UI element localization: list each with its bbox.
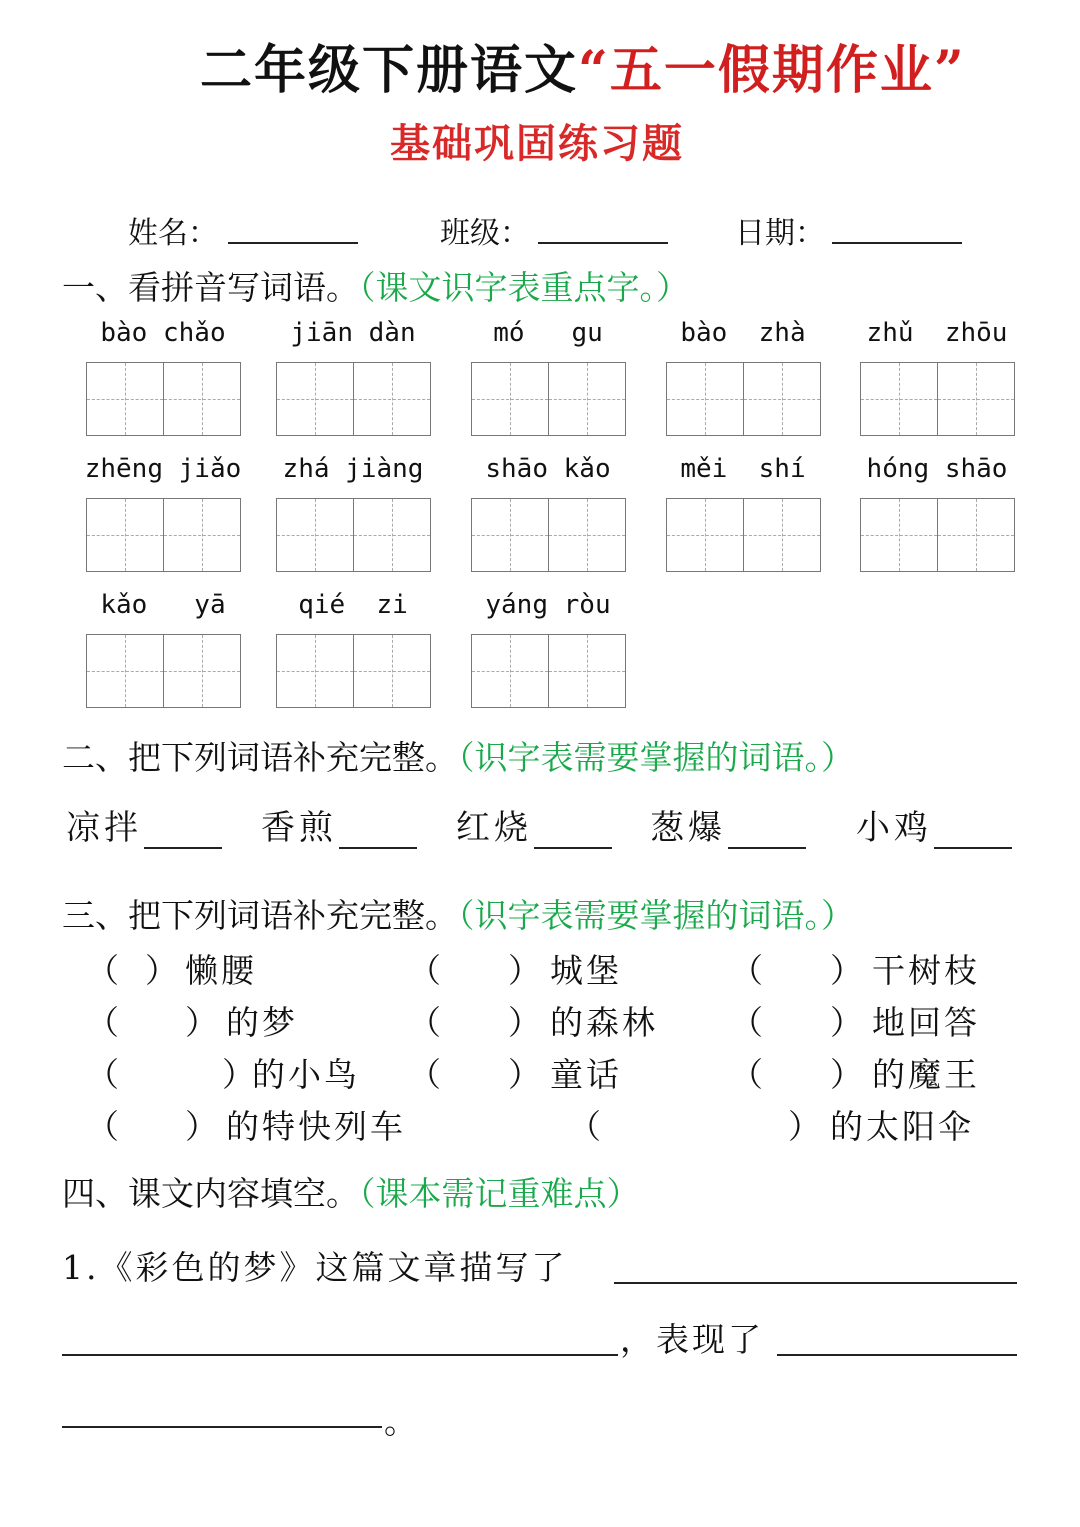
phrase-text: 城堡 xyxy=(550,951,622,990)
close-bracket: ） xyxy=(185,1003,221,1042)
bracket-blank[interactable] xyxy=(764,949,830,989)
grid-cell[interactable] xyxy=(549,635,626,707)
guide-line xyxy=(87,399,163,400)
close-bracket: ） xyxy=(508,1003,544,1042)
guide-line xyxy=(861,535,937,536)
pinyin-label: qié zi xyxy=(298,590,408,620)
bracket-blank[interactable] xyxy=(120,1001,185,1041)
pinyin-label: kǎo yā xyxy=(100,590,226,620)
writing-grid[interactable] xyxy=(471,362,626,436)
question-1-end: 。 xyxy=(384,1402,420,1441)
page-title xyxy=(200,28,966,103)
grid-cell[interactable] xyxy=(277,499,354,571)
grid-cell[interactable] xyxy=(87,499,164,571)
guide-line xyxy=(87,671,163,672)
grid-cell[interactable] xyxy=(667,363,744,435)
open-bracket: （ xyxy=(730,951,766,990)
grid-cell[interactable] xyxy=(87,363,164,435)
bracket-blank[interactable] xyxy=(120,1053,222,1093)
word-text: 葱爆 xyxy=(650,808,726,848)
close-bracket: ） xyxy=(508,1055,544,1094)
grid-cell[interactable] xyxy=(164,363,241,435)
writing-grid[interactable] xyxy=(471,498,626,572)
writing-grid[interactable] xyxy=(471,634,626,708)
pinyin-label: mó gu xyxy=(493,318,603,348)
writing-grid[interactable] xyxy=(276,498,431,572)
writing-grid[interactable] xyxy=(860,498,1015,572)
guide-line xyxy=(667,535,743,536)
phrase-text: 的太阳伞 xyxy=(830,1107,974,1146)
name-field[interactable] xyxy=(228,242,358,244)
section3-title: 三、把下列词语补充完整。 xyxy=(62,896,458,935)
title-highlight: “五一假期作业” xyxy=(578,40,966,101)
close-bracket: ） xyxy=(788,1107,824,1146)
bracket-blank[interactable] xyxy=(764,1053,830,1093)
pinyin-label: zhēng jiǎo xyxy=(84,454,242,484)
pinyin-label: měi shí xyxy=(680,454,806,484)
fill-word xyxy=(456,800,612,849)
phrase-text: 的梦 xyxy=(226,1003,298,1042)
grid-cell[interactable] xyxy=(472,499,549,571)
blank-line[interactable] xyxy=(934,813,1012,849)
guide-line xyxy=(87,535,163,536)
guide-line xyxy=(354,671,431,672)
guide-line xyxy=(277,399,353,400)
bracket-blank[interactable] xyxy=(120,1105,185,1145)
grid-cell[interactable] xyxy=(277,635,354,707)
writing-grid[interactable] xyxy=(86,498,241,572)
guide-line xyxy=(277,671,353,672)
phrase-text: 的森林 xyxy=(550,1003,658,1042)
grid-cell[interactable] xyxy=(164,635,241,707)
date-label: 日期： xyxy=(735,216,825,251)
pinyin-label: zhǔ zhōu xyxy=(866,318,1008,348)
fill-word xyxy=(856,800,1012,849)
phrase-text: 的魔王 xyxy=(872,1055,980,1094)
open-bracket: （ xyxy=(86,1055,122,1094)
pinyin-label: bào chǎo xyxy=(100,318,226,348)
grid-cell[interactable] xyxy=(472,635,549,707)
guide-line xyxy=(549,399,626,400)
open-bracket: （ xyxy=(86,1107,122,1146)
grid-cell[interactable] xyxy=(354,363,431,435)
guide-line xyxy=(277,535,353,536)
close-bracket: ） xyxy=(830,951,866,990)
class-label: 班级： xyxy=(440,216,530,251)
writing-grid[interactable] xyxy=(666,498,821,572)
fill-word xyxy=(66,800,222,849)
writing-grid[interactable] xyxy=(276,362,431,436)
pinyin-label: zhá jiàng xyxy=(282,454,424,484)
guide-line xyxy=(472,399,548,400)
grid-cell[interactable] xyxy=(938,499,1015,571)
phrase-text: 的小鸟 xyxy=(252,1055,360,1094)
bracket-blank[interactable] xyxy=(442,1001,508,1041)
section2-note: （识字表需要掌握的词语。） xyxy=(458,738,854,777)
guide-line xyxy=(549,535,626,536)
blank-line[interactable] xyxy=(534,813,612,849)
bracket-blank[interactable] xyxy=(602,1105,788,1145)
section1-heading xyxy=(62,262,689,309)
grid-cell[interactable] xyxy=(938,363,1015,435)
guide-line xyxy=(164,535,241,536)
fill-word xyxy=(650,800,806,849)
title-main: 二年级下册语文 xyxy=(200,40,579,101)
blank-line[interactable] xyxy=(144,813,222,849)
grid-cell[interactable] xyxy=(744,363,821,435)
answer-line[interactable] xyxy=(62,1354,618,1356)
word-text: 小鸡 xyxy=(856,808,932,848)
open-bracket: （ xyxy=(568,1107,604,1146)
answer-line[interactable] xyxy=(777,1354,1017,1356)
phrase-text: 懒腰 xyxy=(185,951,257,990)
bracket-blank[interactable] xyxy=(120,949,145,989)
close-bracket: ） xyxy=(185,1107,221,1146)
grid-cell[interactable] xyxy=(277,363,354,435)
blank-line[interactable] xyxy=(339,813,417,849)
grid-cell[interactable] xyxy=(549,363,626,435)
open-bracket: （ xyxy=(408,951,444,990)
open-bracket: （ xyxy=(408,1055,444,1094)
blank-line[interactable] xyxy=(728,813,806,849)
close-bracket: ） xyxy=(145,951,181,990)
guide-line xyxy=(744,535,821,536)
section4-heading xyxy=(62,1168,640,1215)
guide-line xyxy=(667,399,743,400)
phrase-text: 干树枝 xyxy=(872,951,980,990)
page-subtitle: 基础巩固练习题 xyxy=(390,120,684,167)
pinyin-label: shāo kǎo xyxy=(485,454,611,484)
guide-line xyxy=(861,399,937,400)
section3-heading xyxy=(62,890,854,937)
phrase-text: 童话 xyxy=(550,1055,622,1094)
grid-cell[interactable] xyxy=(354,635,431,707)
close-bracket: ） xyxy=(830,1055,866,1094)
grid-cell[interactable] xyxy=(354,499,431,571)
grid-cell[interactable] xyxy=(87,635,164,707)
close-bracket: ） xyxy=(830,1003,866,1042)
question-1-middle: ，表现了 xyxy=(620,1320,764,1359)
grid-cell[interactable] xyxy=(744,499,821,571)
guide-line xyxy=(472,535,548,536)
phrase-text: 的特快列车 xyxy=(226,1107,406,1146)
section2-title: 二、把下列词语补充完整。 xyxy=(62,738,458,777)
close-bracket: ） xyxy=(222,1055,258,1094)
bracket-blank[interactable] xyxy=(442,949,508,989)
guide-line xyxy=(164,399,241,400)
phrase-text: 地回答 xyxy=(872,1003,980,1042)
grid-cell[interactable] xyxy=(861,499,938,571)
answer-line[interactable] xyxy=(614,1282,1017,1284)
guide-line xyxy=(354,535,431,536)
writing-grid[interactable] xyxy=(860,362,1015,436)
writing-grid[interactable] xyxy=(86,634,241,708)
date-field[interactable] xyxy=(832,242,962,244)
pinyin-label: jiān dàn xyxy=(290,318,416,348)
open-bracket: （ xyxy=(86,951,122,990)
guide-line xyxy=(549,671,626,672)
guide-line xyxy=(354,399,431,400)
guide-line xyxy=(938,535,1015,536)
bracket-blank[interactable] xyxy=(764,1001,830,1041)
guide-line xyxy=(164,671,241,672)
pinyin-label: bào zhà xyxy=(680,318,806,348)
section4-note: （课本需记重难点） xyxy=(359,1174,640,1213)
word-text: 红烧 xyxy=(456,808,532,848)
grid-cell[interactable] xyxy=(861,363,938,435)
fill-word xyxy=(261,800,417,849)
grid-cell[interactable] xyxy=(549,499,626,571)
writing-grid[interactable] xyxy=(666,362,821,436)
question-1-prefix: 1.《彩色的梦》这篇文章描写了 xyxy=(62,1248,568,1287)
open-bracket: （ xyxy=(730,1055,766,1094)
section1-note: （课文识字表重点字。） xyxy=(359,268,689,307)
section3-note: （识字表需要掌握的词语。） xyxy=(458,896,854,935)
open-bracket: （ xyxy=(408,1003,444,1042)
section2-heading xyxy=(62,732,854,779)
guide-line xyxy=(472,671,548,672)
open-bracket: （ xyxy=(86,1003,122,1042)
close-bracket: ） xyxy=(508,951,544,990)
grid-cell[interactable] xyxy=(472,363,549,435)
answer-line[interactable] xyxy=(62,1426,382,1428)
word-text: 凉拌 xyxy=(66,808,142,848)
section4-title: 四、课文内容填空。 xyxy=(62,1174,359,1213)
bracket-blank[interactable] xyxy=(442,1053,508,1093)
guide-line xyxy=(744,399,821,400)
section1-title: 一、看拼音写词语。 xyxy=(62,268,359,307)
guide-line xyxy=(938,399,1015,400)
name-label: 姓名： xyxy=(128,216,218,251)
open-bracket: （ xyxy=(730,1003,766,1042)
word-text: 香煎 xyxy=(261,808,337,848)
grid-cell[interactable] xyxy=(164,499,241,571)
writing-grid[interactable] xyxy=(276,634,431,708)
pinyin-label: hóng shāo xyxy=(866,454,1008,484)
grid-cell[interactable] xyxy=(667,499,744,571)
class-field[interactable] xyxy=(538,242,668,244)
writing-grid[interactable] xyxy=(86,362,241,436)
pinyin-label: yáng ròu xyxy=(485,590,611,620)
